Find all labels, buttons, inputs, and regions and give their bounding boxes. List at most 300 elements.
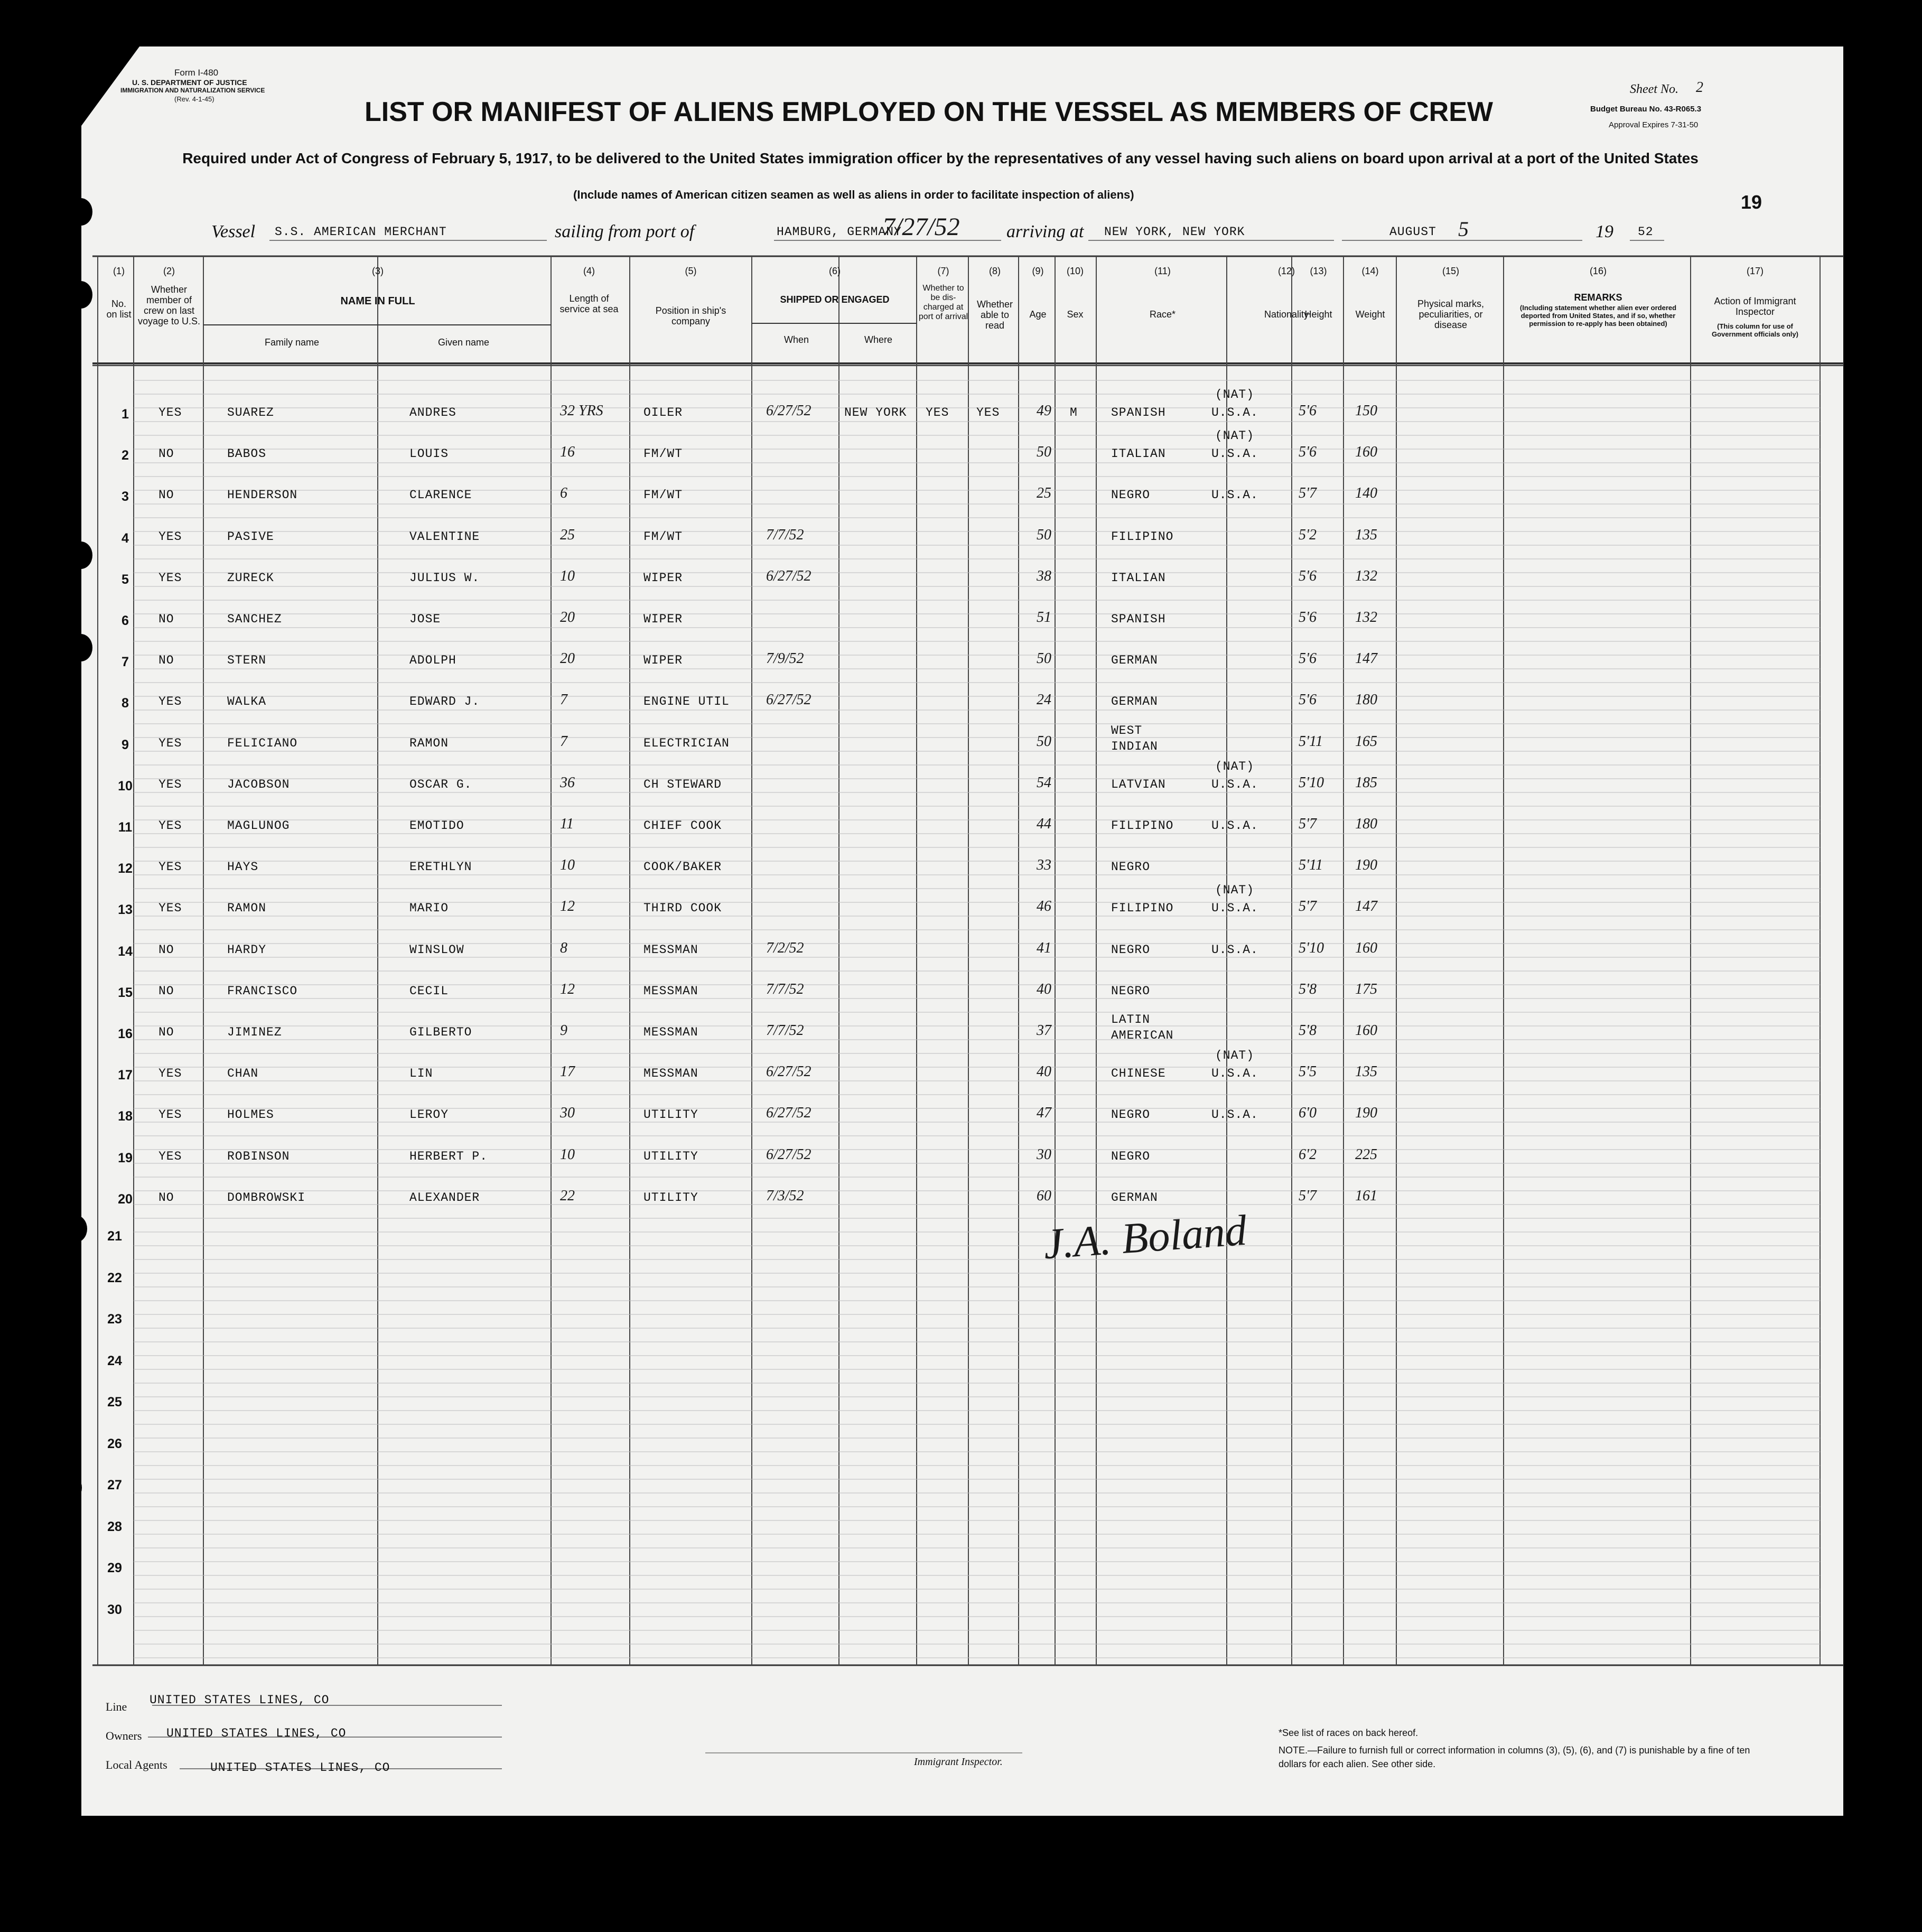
master-signature: J.A. Boland [1042, 1206, 1248, 1268]
height: 5'6 [1299, 609, 1317, 626]
family-name: PASIVE [227, 529, 274, 544]
position: MESSMAN [643, 1025, 698, 1039]
age: 24 [1037, 692, 1051, 708]
height: 5'7 [1299, 1187, 1317, 1204]
nationality: U.S.A. [1211, 819, 1258, 833]
length-of-service: 10 [560, 567, 575, 584]
nationality: U.S.A. [1211, 1067, 1258, 1081]
weight: 147 [1355, 650, 1377, 667]
age: 40 [1037, 1063, 1051, 1080]
given-name: ERETHLYN [409, 860, 472, 874]
height: 5'7 [1299, 485, 1317, 502]
weight: 190 [1355, 1105, 1377, 1122]
binder-hole [64, 1215, 87, 1243]
height: 5'7 [1299, 816, 1317, 832]
position: UTILITY [643, 1108, 698, 1122]
family-name: JIMINEZ [227, 1025, 282, 1039]
given-name: ADOLPH [409, 654, 456, 668]
binder-hole [59, 1474, 82, 1501]
row-number: 28 [107, 1519, 122, 1534]
race: NEGRO [1111, 488, 1151, 502]
length-of-service: 6 [560, 485, 567, 502]
weight: 135 [1355, 526, 1377, 543]
race: LATIN AMERICAN [1111, 1013, 1174, 1042]
row-number: 24 [107, 1353, 122, 1368]
col-9-header: Age [1029, 309, 1047, 320]
nationality: U.S.A. [1211, 942, 1258, 957]
nationality-naturalized: (NAT) [1215, 388, 1255, 402]
height: 5'10 [1299, 774, 1324, 791]
length-of-service: 30 [560, 1105, 575, 1122]
nationality-naturalized: (NAT) [1215, 759, 1255, 773]
col-16-number: (16) [1589, 266, 1607, 276]
age: 41 [1037, 939, 1051, 956]
row-number: 29 [107, 1561, 122, 1575]
col-1-number: (1) [113, 266, 125, 276]
line-value: UNITED STATES LINES, CO [150, 1693, 330, 1707]
row-number: 18 [118, 1109, 133, 1124]
row-number: 23 [107, 1312, 122, 1327]
weight: 132 [1355, 567, 1377, 584]
binder-hole [54, 1564, 78, 1591]
family-name: MAGLUNOG [227, 819, 290, 833]
given-name: LOUIS [409, 447, 449, 461]
col-1-header: No. on list [106, 298, 132, 320]
shipped-when: 6/27/52 [766, 692, 811, 708]
age: 60 [1037, 1187, 1051, 1204]
length-of-service: 12 [560, 981, 575, 997]
race: NEGRO [1111, 942, 1151, 957]
race: FILIPINO [1111, 529, 1174, 544]
col-4-header: Length of service at sea [559, 293, 619, 314]
sailing-date: 7/27/52 [882, 213, 960, 241]
col-13-number: (13) [1310, 266, 1327, 276]
shipped-when: 7/3/52 [766, 1187, 804, 1204]
weight: 225 [1355, 1146, 1377, 1163]
page-mark: 19 [1741, 191, 1762, 213]
form-number: Form I-480 [174, 68, 219, 78]
given-name: EMOTIDO [409, 819, 464, 833]
family-name: HARDY [227, 942, 267, 957]
given-name: ANDRES [409, 406, 456, 419]
family-name: HENDERSON [227, 488, 298, 502]
col-11-header: Race* [1149, 309, 1176, 320]
shipped-where: NEW YORK [844, 406, 907, 419]
col-14-number: (14) [1361, 266, 1379, 276]
height: 5'11 [1299, 733, 1323, 750]
weight: 135 [1355, 1063, 1377, 1080]
vessel-name: S.S. AMERICAN MERCHANT [275, 225, 447, 239]
given-name: LEROY [409, 1108, 449, 1122]
race: FILIPINO [1111, 819, 1174, 833]
length-of-service: 25 [560, 526, 575, 543]
race: GERMAN [1111, 1190, 1158, 1205]
race: NEGRO [1111, 1149, 1151, 1163]
position: WIPER [643, 654, 683, 668]
line-label: Line [106, 1700, 127, 1713]
age: 44 [1037, 816, 1051, 832]
col-2-number: (2) [163, 266, 175, 276]
row-number: 25 [107, 1395, 122, 1410]
service: IMMIGRATION AND NATURALIZATION SERVICE [120, 87, 265, 94]
shipped-when: 7/7/52 [766, 526, 804, 543]
col-8-header: Whether able to read [976, 299, 1013, 331]
age: 47 [1037, 1105, 1051, 1122]
col-2-header: Whether member of crew on last voyage to U.S. [137, 284, 201, 326]
last-voyage: YES [158, 1149, 182, 1163]
length-of-service: 7 [560, 733, 567, 750]
length-of-service: 9 [560, 1022, 567, 1039]
weight: 160 [1355, 444, 1377, 461]
position: UTILITY [643, 1190, 698, 1205]
last-voyage: YES [158, 819, 182, 833]
position: COOK/BAKER [643, 860, 722, 874]
last-voyage: NO [158, 1025, 174, 1039]
age: 54 [1037, 774, 1051, 791]
weight: 132 [1355, 609, 1377, 626]
position: CH STEWARD [643, 777, 722, 791]
col-6a-header: When [783, 334, 809, 345]
given-name: RAMON [409, 736, 449, 750]
nationality: U.S.A. [1211, 1108, 1258, 1122]
shipped-when: 6/27/52 [766, 403, 811, 419]
row-number: 16 [118, 1026, 133, 1041]
form-title: LIST OR MANIFEST OF ALIENS EMPLOYED ON THE VESSEL AS MEMBERS OF CREW [365, 97, 1493, 127]
col-6b-header: Where [864, 334, 892, 345]
last-voyage: NO [158, 984, 174, 998]
race: FILIPINO [1111, 901, 1174, 916]
position: FM/WT [643, 447, 683, 461]
given-name: ALEXANDER [409, 1190, 480, 1205]
position: CHIEF COOK [643, 819, 722, 833]
position: MESSMAN [643, 984, 698, 998]
height: 6'2 [1299, 1146, 1317, 1163]
last-voyage: NO [158, 654, 174, 668]
age: 50 [1037, 526, 1051, 543]
col-8-number: (8) [989, 266, 1001, 276]
height: 5'8 [1299, 1022, 1317, 1039]
row-number: 17 [118, 1068, 133, 1083]
family-name: FRANCISCO [227, 984, 298, 998]
given-name: JULIUS W. [409, 571, 480, 585]
length-of-service: 10 [560, 1146, 575, 1163]
height: 6'0 [1299, 1105, 1317, 1122]
weight: 160 [1355, 939, 1377, 956]
col-13-header: Height [1304, 309, 1332, 320]
position: ENGINE UTIL [643, 695, 730, 709]
budget-bureau: Budget Bureau No. 43-R065.3 [1590, 105, 1702, 114]
race: GERMAN [1111, 695, 1158, 709]
age: 37 [1037, 1022, 1051, 1039]
age: 50 [1037, 733, 1051, 750]
position: OILER [643, 406, 683, 419]
position: FM/WT [643, 529, 683, 544]
height: 5'8 [1299, 981, 1317, 997]
able-to-read: YES [976, 406, 1000, 419]
col-17-number: (17) [1746, 266, 1764, 276]
weight: 150 [1355, 403, 1377, 419]
age: 30 [1037, 1146, 1051, 1163]
position: THIRD COOK [643, 901, 722, 916]
row-number: 11 [118, 820, 133, 835]
given-name: OSCAR G. [409, 777, 472, 791]
weight: 160 [1355, 1022, 1377, 1039]
family-name: DOMBROWSKI [227, 1190, 306, 1205]
height: 5'7 [1299, 898, 1317, 915]
height: 5'5 [1299, 1063, 1317, 1080]
include-note: (Include names of American citizen seamen as well as aliens in order to facilitate inspection of aliens) [573, 188, 1134, 201]
age: 49 [1037, 403, 1051, 419]
shipped-when: 6/27/52 [766, 1105, 811, 1122]
length-of-service: 10 [560, 857, 575, 874]
last-voyage: YES [158, 777, 182, 791]
row-number: 5 [122, 572, 129, 587]
row-number: 20 [118, 1191, 133, 1207]
race: LATVIAN [1111, 777, 1166, 791]
family-name: SANCHEZ [227, 612, 282, 626]
last-voyage: YES [158, 695, 182, 709]
age: 50 [1037, 444, 1051, 461]
family-name: ZURECK [227, 571, 274, 585]
approval-expires: Approval Expires 7-31-50 [1609, 120, 1699, 129]
row-number: 22 [107, 1270, 122, 1285]
weight: 180 [1355, 816, 1377, 832]
col-12-header: Nationality [1264, 309, 1309, 320]
col-16-header: REMARKS [1574, 292, 1622, 303]
length-of-service: 12 [560, 898, 575, 915]
col-15-number: (15) [1442, 266, 1459, 276]
col-15-header: Physical marks, peculiarities, or disease [1417, 298, 1485, 330]
length-of-service: 17 [560, 1063, 575, 1080]
binder-hole [69, 542, 92, 569]
position: MESSMAN [643, 1067, 698, 1081]
department: U. S. DEPARTMENT OF JUSTICE [132, 78, 247, 87]
family-name: BABOS [227, 447, 267, 461]
length-of-service: 8 [560, 939, 567, 956]
shipped-when: 7/7/52 [766, 981, 804, 997]
position: WIPER [643, 571, 683, 585]
col-6-header: SHIPPED OR ENGAGED [780, 294, 890, 305]
col-3-number: (3) [372, 266, 384, 276]
length-of-service: 16 [560, 444, 575, 461]
nationality: U.S.A. [1211, 447, 1258, 461]
binder-hole [69, 281, 92, 309]
last-voyage: YES [158, 901, 182, 916]
shipped-when: 7/9/52 [766, 650, 804, 667]
height: 5'6 [1299, 650, 1317, 667]
row-number: 27 [107, 1478, 122, 1492]
family-name: WALKA [227, 695, 267, 709]
given-name: JOSE [409, 612, 441, 626]
race: ITALIAN [1111, 447, 1166, 461]
last-voyage: NO [158, 942, 174, 957]
arrival-day: 5 [1458, 217, 1469, 241]
race: NEGRO [1111, 1108, 1151, 1122]
given-name: CECIL [409, 984, 449, 998]
last-voyage: YES [158, 736, 182, 750]
age: 25 [1037, 485, 1051, 502]
row-number: 26 [107, 1436, 122, 1451]
given-name: VALENTINE [409, 529, 480, 544]
row-number: 9 [122, 737, 129, 752]
col-10-number: (10) [1066, 266, 1084, 276]
height: 5'10 [1299, 939, 1324, 956]
family-name: FELICIANO [227, 736, 298, 750]
races-note: *See list of races on back hereof. [1279, 1728, 1419, 1738]
shipped-when: 6/27/52 [766, 1063, 811, 1080]
col-9-number: (9) [1032, 266, 1044, 276]
nationality: U.S.A. [1211, 488, 1258, 502]
row-number: 10 [118, 778, 133, 794]
last-voyage: YES [158, 571, 182, 585]
arrival-month: AUGUST [1389, 225, 1436, 239]
col-11-number: (11) [1154, 266, 1171, 276]
row-number: 12 [118, 861, 133, 876]
length-of-service: 32 YRS [560, 403, 603, 419]
row-number: 6 [122, 613, 129, 628]
row-number: 3 [122, 489, 129, 505]
inspector-label: Immigrant Inspector. [914, 1756, 1003, 1768]
position: UTILITY [643, 1149, 698, 1163]
col-12-number: (12) [1277, 266, 1295, 276]
given-name: MARIO [409, 901, 449, 916]
length-of-service: 7 [560, 692, 567, 708]
form-subtitle: Required under Act of Congress of February 5, 1917, to be delivered to the United States immigration officer by the representatives of any vessel having such aliens on board upon arrival at a port of the United States [182, 150, 1699, 166]
row-number: 7 [122, 655, 129, 670]
revision: (Rev. 4-1-45) [174, 95, 214, 103]
row-number: 14 [118, 944, 133, 959]
binder-hole [69, 634, 92, 661]
shipped-when: 7/2/52 [766, 939, 804, 956]
nationality: U.S.A. [1211, 901, 1258, 916]
position: ELECTRICIAN [643, 736, 730, 750]
row-number: 8 [122, 696, 129, 711]
position: FM/WT [643, 488, 683, 502]
given-name: WINSLOW [409, 942, 464, 957]
nationality-naturalized: (NAT) [1215, 1049, 1255, 1063]
age: 51 [1037, 609, 1051, 626]
local-agents-value: UNITED STATES LINES, CO [210, 1761, 390, 1775]
family-name: HOLMES [227, 1108, 274, 1122]
col-3-header: NAME IN FULL [340, 295, 415, 307]
given-name: LIN [409, 1067, 433, 1081]
col-16-subheader: (Including statement whether alien ever ordered deported from United States, and if so, whether permission to re-apply has been obtained) [1519, 304, 1677, 328]
sheet-label: Sheet No. [1630, 82, 1678, 96]
age: 33 [1037, 857, 1051, 874]
last-voyage: NO [158, 447, 174, 461]
nationality-naturalized: (NAT) [1215, 883, 1255, 898]
col-3b-header: Given name [437, 337, 490, 348]
height: 5'6 [1299, 403, 1317, 419]
given-name: EDWARD J. [409, 695, 480, 709]
length-of-service: 36 [560, 774, 575, 791]
last-voyage: NO [158, 612, 174, 626]
discharged: YES [926, 406, 949, 419]
length-of-service: 20 [560, 609, 575, 626]
last-voyage: YES [158, 1067, 182, 1081]
row-number: 19 [118, 1150, 133, 1165]
given-name: CLARENCE [409, 488, 472, 502]
arrival-year: 52 [1638, 225, 1654, 239]
height: 5'6 [1299, 567, 1317, 584]
arriving-at: NEW YORK, NEW YORK [1104, 225, 1245, 239]
col-10-header: Sex [1067, 309, 1084, 320]
col-3a-header: Family name [264, 337, 320, 348]
shipped-when: 6/27/52 [766, 567, 811, 584]
col-6-number: (6) [829, 266, 841, 276]
year-prefix: 19 [1596, 222, 1613, 241]
length-of-service: 20 [560, 650, 575, 667]
age: 40 [1037, 981, 1051, 997]
row-number: 21 [107, 1229, 122, 1244]
given-name: GILBERTO [409, 1025, 472, 1039]
race: GERMAN [1111, 654, 1158, 668]
binder-hole [69, 198, 92, 226]
length-of-service: 22 [560, 1187, 575, 1204]
last-voyage: YES [158, 406, 182, 419]
height: 5'2 [1299, 526, 1317, 543]
last-voyage: NO [158, 1190, 174, 1205]
col-4-number: (4) [583, 266, 595, 276]
family-name: CHAN [227, 1067, 259, 1081]
weight: 165 [1355, 733, 1377, 750]
col-14-header: Weight [1355, 309, 1385, 320]
given-name: HERBERT P. [409, 1149, 488, 1163]
weight: 161 [1355, 1187, 1377, 1204]
last-voyage: YES [158, 860, 182, 874]
length-of-service: 11 [560, 816, 574, 832]
row-number: 13 [118, 902, 133, 918]
row-number: 15 [118, 985, 133, 1000]
family-name: ROBINSON [227, 1149, 290, 1163]
sailing-label: sailing from port of [555, 222, 695, 241]
position: WIPER [643, 612, 683, 626]
col-7-number: (7) [937, 266, 949, 276]
col-7-header: Whether to be dis-charged at port of arrival [918, 284, 968, 321]
weight: 185 [1355, 774, 1377, 791]
race: NEGRO [1111, 984, 1151, 998]
col-5-header: Position in ship's company [655, 305, 726, 326]
col-17-subheader: (This column for use of Government officials only) [1712, 322, 1798, 338]
shipped-when: 6/27/52 [766, 1146, 811, 1163]
weight: 180 [1355, 692, 1377, 708]
col-5-number: (5) [685, 266, 697, 276]
row-number: 4 [122, 530, 129, 546]
family-name: STERN [227, 654, 267, 668]
row-number: 1 [122, 407, 129, 422]
last-voyage: YES [158, 529, 182, 544]
col-17-header: Action of Immigrant Inspector [1714, 296, 1796, 317]
shipped-when: 7/7/52 [766, 1022, 804, 1039]
sex: M [1070, 406, 1078, 419]
owners-label: Owners [106, 1729, 142, 1742]
sailing-from: HAMBURG, GERMANY [777, 225, 902, 239]
weight: 175 [1355, 981, 1377, 997]
age: 38 [1037, 567, 1051, 584]
sheet-number: 2 [1696, 79, 1703, 96]
owners-value: UNITED STATES LINES, CO [166, 1726, 347, 1740]
arriving-label: arriving at [1006, 222, 1084, 241]
height: 5'6 [1299, 444, 1317, 461]
row-number: 30 [107, 1602, 122, 1617]
row-number: 2 [122, 448, 129, 463]
family-name: JACOBSON [227, 777, 290, 791]
family-name: SUAREZ [227, 406, 274, 419]
last-voyage: NO [158, 488, 174, 502]
age: 46 [1037, 898, 1051, 915]
nationality: U.S.A. [1211, 406, 1258, 419]
height: 5'6 [1299, 692, 1317, 708]
